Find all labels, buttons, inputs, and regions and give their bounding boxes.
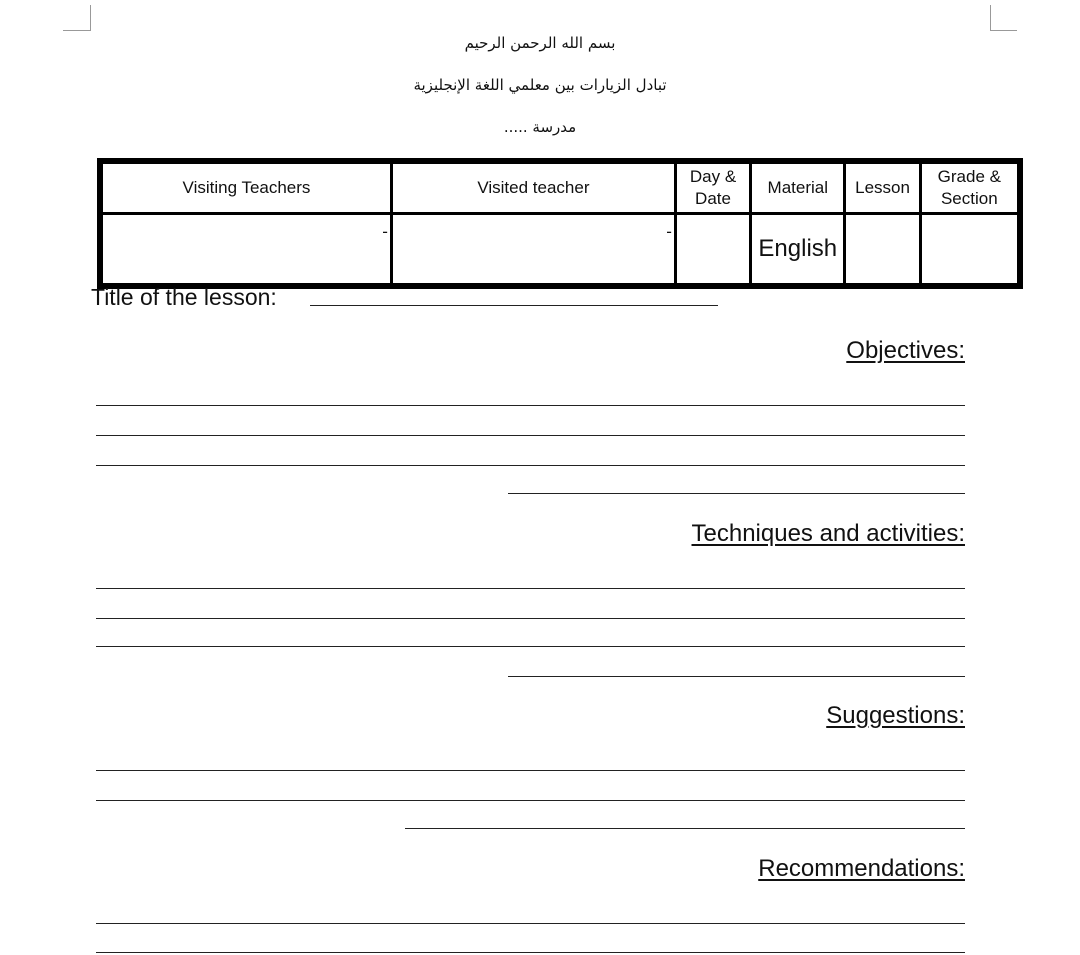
cell-grade-section[interactable]	[922, 215, 1017, 283]
cell-visiting-teachers[interactable]: -	[103, 215, 390, 283]
writing-line[interactable]	[96, 952, 965, 953]
margin-mark	[990, 5, 991, 30]
lesson-title-line[interactable]	[310, 305, 718, 306]
school-name: مدرسة .....	[503, 118, 577, 136]
objectives-heading: Objectives:	[846, 337, 965, 364]
cell-day-date[interactable]	[677, 215, 749, 283]
writing-line[interactable]	[96, 618, 965, 619]
writing-line[interactable]	[96, 588, 965, 589]
table-row	[103, 215, 1017, 283]
margin-mark	[990, 30, 1017, 31]
lesson-title-label: Title of the lesson:	[91, 284, 277, 310]
document-title: تبادل الزيارات بين معلمي اللغة الإنجليزية	[413, 76, 667, 94]
writing-line[interactable]	[96, 800, 965, 801]
margin-mark	[63, 30, 91, 31]
header-day-date: Day & Date	[677, 164, 749, 212]
writing-line[interactable]	[96, 435, 965, 436]
margin-mark	[90, 5, 91, 30]
writing-line[interactable]	[96, 465, 965, 466]
suggestions-heading: Suggestions:	[826, 702, 965, 729]
header-grade-section: Grade & Section	[922, 164, 1017, 212]
header-visited-teacher: Visited teacher	[393, 164, 674, 212]
writing-line[interactable]	[508, 676, 965, 677]
cell-material[interactable]: English	[752, 215, 843, 283]
header-material: Material	[752, 164, 843, 212]
header-visiting-teachers: Visiting Teachers	[103, 164, 390, 212]
visit-table	[97, 158, 1023, 289]
writing-line[interactable]	[96, 405, 965, 406]
cell-lesson[interactable]	[846, 215, 918, 283]
table-header-row	[103, 164, 1017, 212]
techniques-heading: Techniques and activities:	[691, 520, 965, 547]
cell-visited-teacher[interactable]: -	[393, 215, 674, 283]
writing-line[interactable]	[405, 828, 965, 829]
writing-line[interactable]	[96, 923, 965, 924]
writing-line[interactable]	[96, 646, 965, 647]
writing-line[interactable]	[96, 770, 965, 771]
header-lesson: Lesson	[846, 164, 918, 212]
basmala: بسم الله الرحمن الرحيم	[464, 34, 616, 52]
writing-line[interactable]	[508, 493, 965, 494]
recommendations-heading: Recommendations:	[758, 855, 965, 882]
